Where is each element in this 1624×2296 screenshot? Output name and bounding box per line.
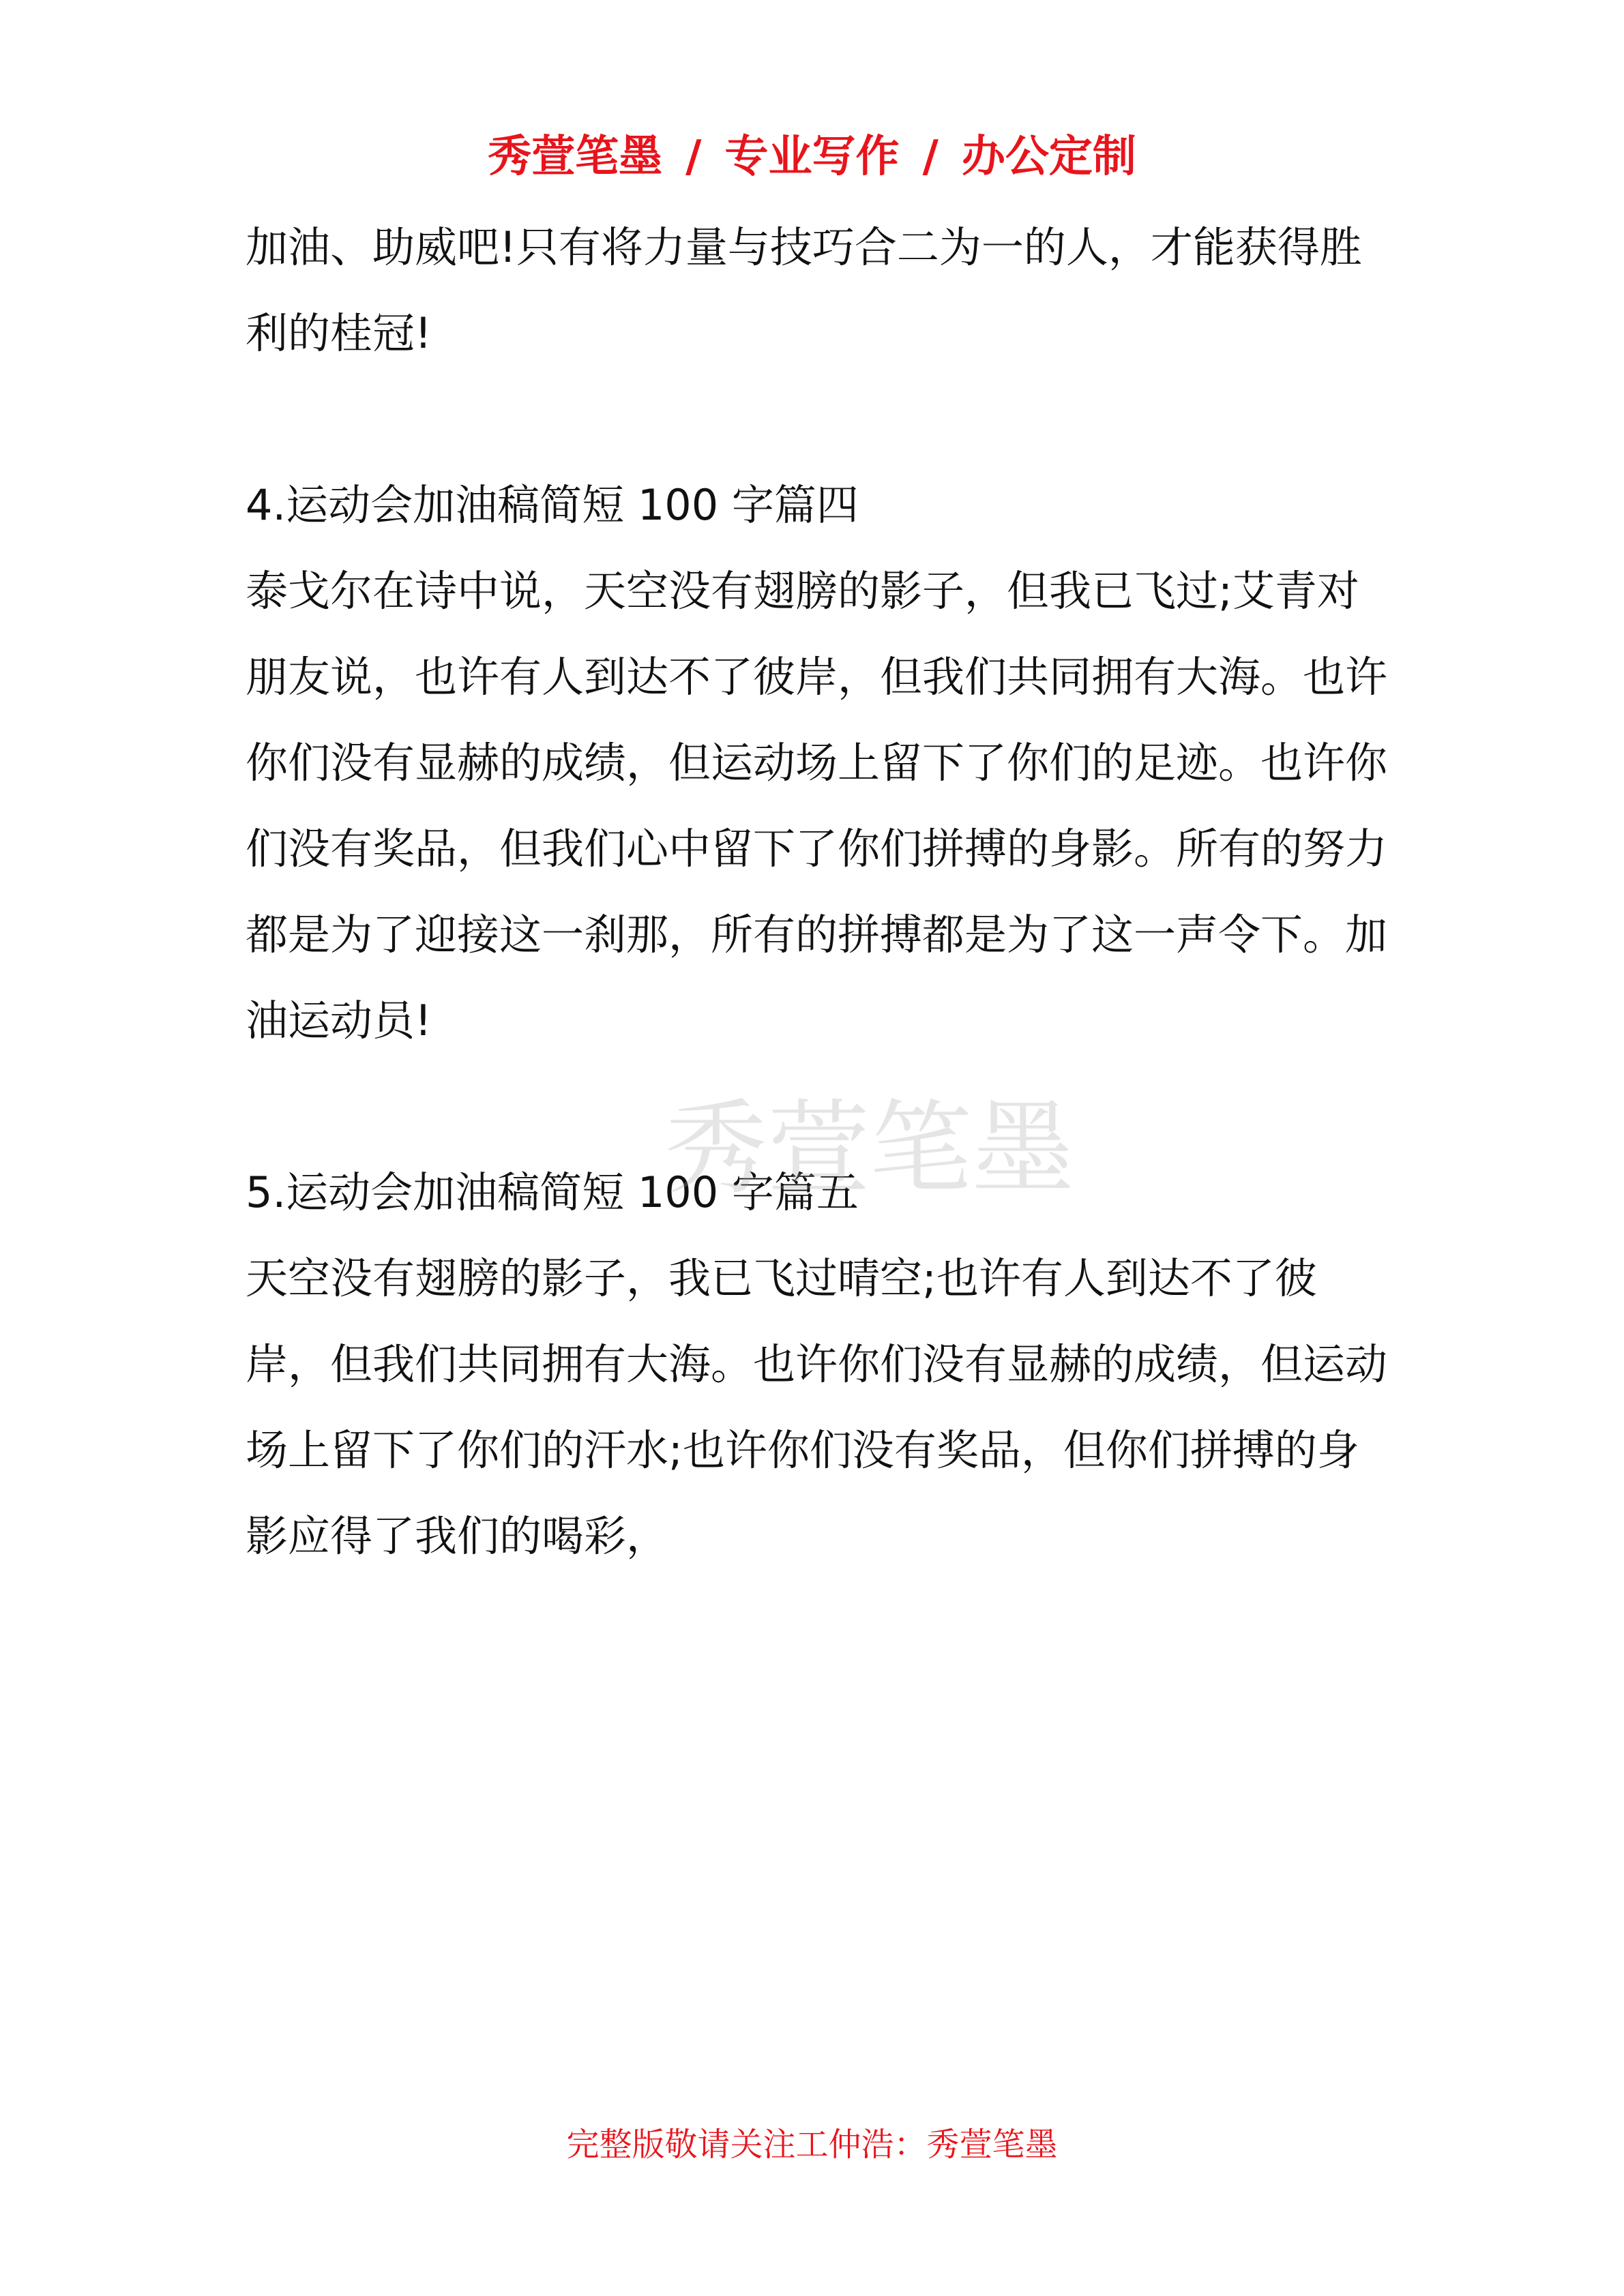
paragraph-gap — [246, 376, 1391, 462]
section-5-title: 5.运动会加油稿简短 100 字篇五 — [246, 1167, 859, 1217]
section-4-body: 泰戈尔在诗中说，天空没有翅膀的影子，但我已飞过;艾青对朋友说，也许有人到达不了彼岸，但我们共同拥有大海。也许你们没有显赫的成绩，但运动场上留下了你们的足迹。也许你们没有奖品，但我们心中留下了你们拼搏的身影。所有的努力都是为了迎接这一刹那，所有的拼搏都是为了这一声令下。加油运动员! — [246, 566, 1388, 1045]
watermark: 秀萱笔墨 — [665, 1090, 1075, 1208]
header-service-writing: 专业写作 — [724, 132, 900, 182]
page-footer: 完整版敬请关注工仲浩：秀萱笔墨 — [566, 2126, 1058, 2164]
header-separator: / — [922, 132, 939, 182]
header-service-office: 办公定制 — [961, 132, 1136, 182]
header-separator: / — [685, 132, 702, 182]
paragraph-continued: 加油、助威吧!只有将力量与技巧合二为一的人，才能获得胜利的桂冠! — [246, 222, 1362, 358]
paragraph-gap — [246, 1064, 1391, 1150]
section-4-title: 4.运动会加油稿简短 100 字篇四 — [246, 480, 859, 530]
document-body — [246, 205, 1391, 1579]
page-header — [0, 123, 1624, 191]
header-brand: 秀萱笔墨 — [488, 132, 663, 182]
section-5-body: 天空没有翅膀的影子，我已飞过晴空;也许有人到达不了彼岸，但我们共同拥有大海。也许你们没有显赫的成绩，但运动场上留下了你们的汗水;也许你们没有奖品，但你们拼搏的身影应得了我们的喝彩， — [246, 1253, 1388, 1561]
